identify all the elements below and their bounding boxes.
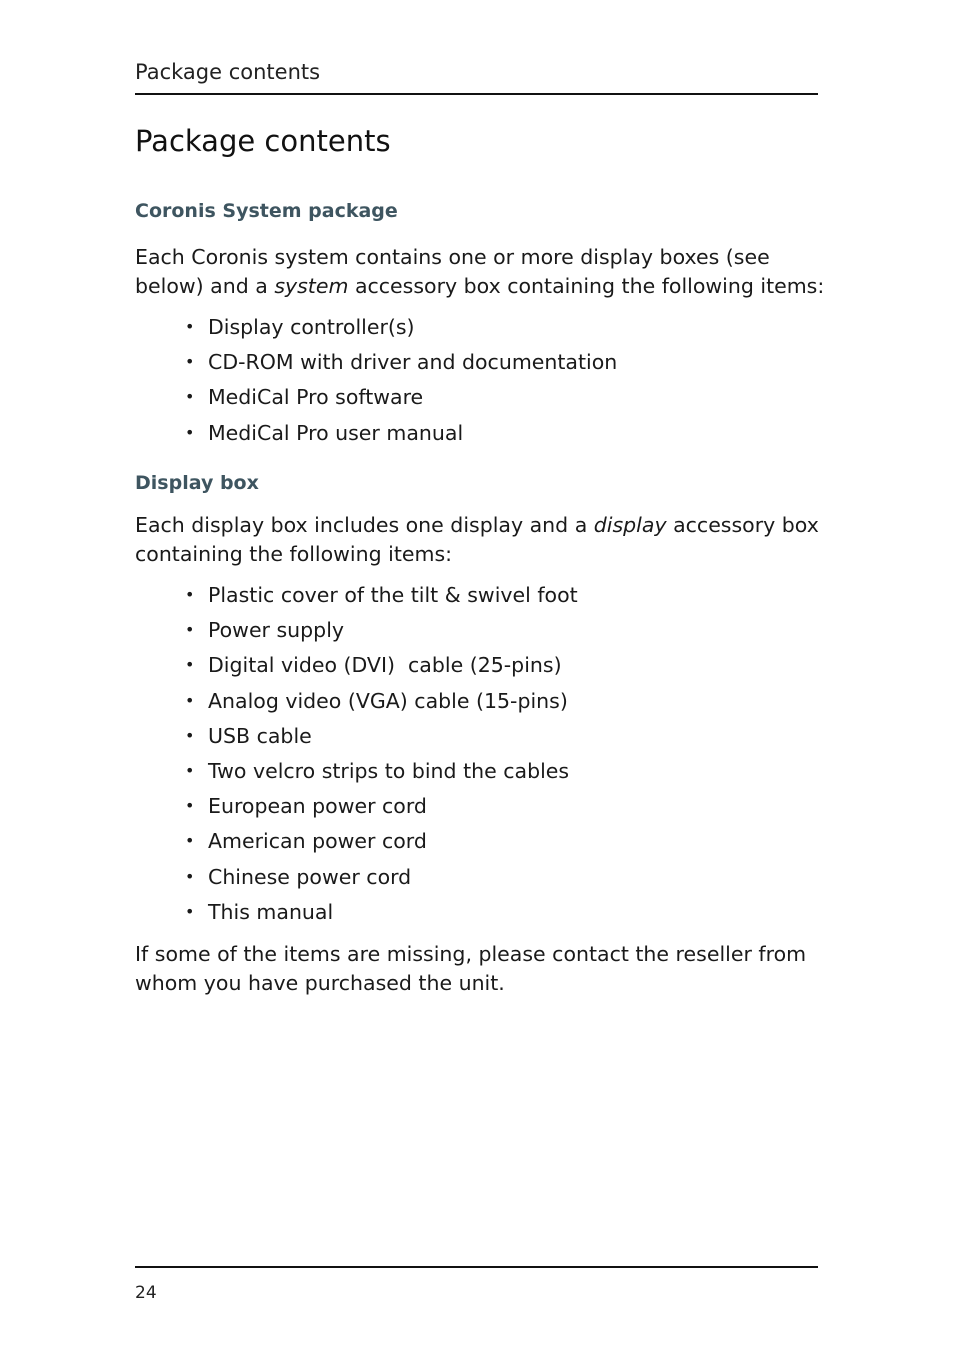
section-heading-display-box: Display box	[135, 472, 259, 494]
section-intro-system-package	[135, 243, 825, 300]
page-number: 24	[135, 1283, 157, 1303]
list-item-label: MediCal Pro software	[208, 385, 424, 410]
list-item	[185, 687, 578, 722]
bullet-icon: •	[185, 317, 195, 336]
closing-paragraph: If some of the items are missing, please contact the reseller from whom you have purchased the unit.	[135, 942, 807, 995]
bullet-icon: •	[185, 725, 195, 745]
list-item	[185, 722, 578, 757]
list-item-label: This manual	[208, 899, 334, 924]
bullet-icon: •	[185, 796, 195, 816]
bullet-icon: •	[185, 352, 195, 372]
list-item	[185, 348, 617, 383]
running-header: Package contents	[135, 60, 321, 84]
intro-emphasis: system	[274, 273, 349, 298]
system-package-list	[185, 313, 617, 454]
section-heading-system-package: Coronis System package	[135, 200, 398, 222]
bullet-icon: •	[185, 690, 195, 710]
display-box-list	[185, 581, 578, 933]
list-item	[185, 616, 578, 651]
list-item-label: Power supply	[208, 618, 345, 643]
list-item	[185, 898, 578, 933]
bullet-icon: •	[185, 901, 195, 921]
list-item-label: USB cable	[208, 723, 312, 748]
bullet-icon: •	[185, 760, 195, 780]
intro-text: accessory box containing the following items:	[348, 273, 825, 298]
bullet-icon: •	[185, 620, 195, 640]
list-item	[185, 792, 578, 827]
list-item	[185, 581, 578, 616]
intro-emphasis: display	[593, 513, 667, 537]
list-item	[185, 827, 578, 862]
list-item	[185, 757, 578, 792]
footer-rule	[135, 1266, 818, 1268]
bullet-icon: •	[185, 866, 195, 886]
section-intro-display-box	[135, 511, 825, 568]
list-item	[185, 651, 578, 686]
list-item-label: CD-ROM with driver and documentation	[208, 350, 618, 375]
list-item-label: Chinese power cord	[208, 864, 412, 889]
list-item-label: MediCal Pro user manual	[208, 420, 464, 445]
list-item-label: Digital video (DVI) cable (25-pins)	[208, 653, 562, 678]
list-item-label: Display controller(s)	[208, 315, 415, 339]
bullet-icon: •	[185, 422, 195, 442]
bullet-icon: •	[185, 387, 195, 407]
list-item-label: European power cord	[208, 794, 427, 819]
intro-text: accessory box containing the following items:	[135, 513, 819, 566]
bullet-icon: •	[185, 831, 195, 851]
bullet-icon: •	[185, 585, 195, 604]
intro-text: Each display box includes one display and a	[135, 513, 594, 537]
page-title: Package contents	[135, 124, 391, 158]
list-item-label: American power cord	[208, 829, 427, 854]
list-item-label: Plastic cover of the tilt & swivel foot	[208, 583, 578, 607]
list-item	[185, 383, 617, 418]
list-item	[185, 863, 578, 898]
list-item	[185, 313, 617, 348]
bullet-icon: •	[185, 655, 195, 675]
list-item-label: Two velcro strips to bind the cables	[208, 758, 570, 783]
header-rule	[135, 93, 818, 95]
list-item-label: Analog video (VGA) cable (15-pins)	[208, 688, 568, 713]
intro-text: Each Coronis system contains one or more display boxes (see below) and a	[135, 245, 770, 298]
list-item	[185, 419, 617, 454]
